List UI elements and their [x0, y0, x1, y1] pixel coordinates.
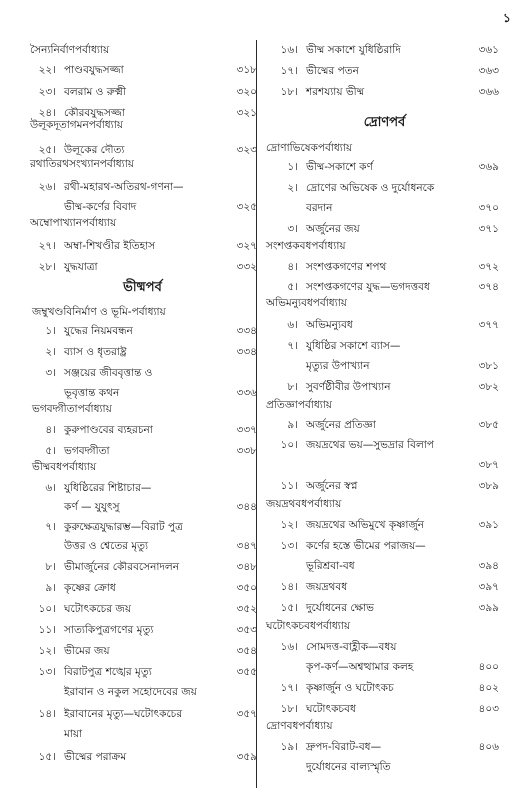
entry-page-number: ৩১৮ — [236, 64, 257, 76]
entry-page-number: ৩৬৬ — [478, 86, 499, 98]
entry-page-number: ৩৩৬ — [236, 387, 257, 399]
entry-number: ৫। — [45, 445, 56, 457]
entry-title: অর্জুনের স্বপ্ন — [306, 480, 358, 492]
entry-page-number: ৩৮৫ — [478, 419, 499, 431]
entry-title: ভীষ্মের পতন — [306, 65, 359, 77]
section-heading: দ্রোণাভিষেকপর্বাধ্যায় — [266, 142, 353, 154]
entry-title: পাণ্ডবযুদ্ধসজ্জা — [64, 64, 124, 76]
entry-title: ব্যাস ও ধৃতরাষ্ট্র — [64, 346, 127, 358]
entry-title: অর্জুনের জয় — [306, 223, 360, 235]
section-heading: অম্বোপাখ্যানপর্বাধ্যায় — [30, 217, 117, 229]
section-heading: দ্রোণবধপর্বাধ্যায় — [266, 720, 333, 732]
entry-title: কুরুপাণ্ডবের ব্যহরচনা — [64, 424, 153, 436]
entry-page-number: ৪০২ — [478, 682, 499, 694]
entry-number: ১১। — [280, 480, 298, 492]
left-column — [20, 0, 265, 800]
entry-page-number: ৩৩৪ — [236, 325, 257, 337]
entry-page-number: ৩২৫ — [236, 201, 257, 213]
entry-title: ভীষ্ম সকাশে যুধিষ্ঠিরাদি — [306, 44, 401, 56]
entry-title: অর্জুনের প্রতিজ্ঞা — [306, 419, 376, 431]
section-heading: সৈন্যনির্বাণপর্বাধ্যায় — [30, 44, 110, 56]
section-heading: রথাতিরথসংখ্যানপর্বাধ্যায় — [30, 158, 134, 170]
entry-number: ২৬। — [38, 181, 56, 193]
entry-page-number: ৪০০ — [478, 661, 499, 673]
entry-number: ১৩। — [280, 540, 298, 552]
entry-page-number: ৩৬৩ — [478, 65, 499, 77]
entry-number: ১। — [287, 161, 298, 173]
entry-title: ঘটোৎকচবধ — [306, 703, 356, 715]
entry-number: ৩। — [287, 223, 298, 235]
entry-title: সোমদত্ত-বাহ্লীক—বধয় — [306, 641, 397, 653]
entry-number: ১৫। — [280, 602, 298, 614]
entry-page-number: ৩৫৩ — [236, 624, 257, 636]
entry-title: দুর্যোধনের বাল্যস্মৃতি — [306, 761, 391, 773]
entry-title: কৃষ্ণের ক্রোধ — [64, 582, 116, 594]
entry-page-number: ৩২১ — [236, 107, 257, 119]
entry-page-number: ৩৮২ — [478, 381, 499, 393]
entry-title: সঞ্জয়ের জীববৃত্তান্ত ও — [64, 367, 153, 379]
entry-page-number: ৩৩৪ — [236, 346, 257, 358]
entry-title: সাত্যকিপুত্রগণের মৃত্যু — [64, 624, 154, 636]
entry-number: ১০। — [280, 439, 298, 451]
entry-title: যুদ্ধযাত্রা — [64, 261, 98, 273]
entry-title: মায়া — [64, 728, 83, 740]
entry-number: ২। — [287, 182, 298, 194]
entry-number: ১০। — [38, 603, 56, 615]
entry-number: ২২। — [38, 64, 56, 76]
entry-number: ৬। — [287, 319, 298, 331]
entry-number: ১৮। — [280, 703, 298, 715]
entry-number: ৬। — [45, 482, 56, 494]
entry-title: জয়দ্রথবধ — [306, 581, 348, 593]
entry-number: ৭। — [287, 340, 298, 352]
entry-page-number: ৩৪৮ — [236, 561, 257, 573]
entry-title: ঘটোৎকচের জয় — [64, 603, 132, 615]
entry-page-number: ৩৯১ — [478, 519, 499, 531]
entry-title: বরদান — [306, 202, 333, 214]
entry-number: ৪। — [45, 424, 56, 436]
parva-heading: দ্রোণপর্ব — [363, 115, 406, 130]
entry-number: ২৫। — [38, 144, 56, 156]
entry-page-number: ৩২০ — [236, 86, 257, 98]
section-heading: জম্বুখণ্ডবিনির্মাণ ও ভূমি-পর্বাধ্যায় — [32, 306, 166, 318]
entry-title: দ্রোণের অভিষেক ও দুর্যোধনকে — [306, 182, 435, 194]
entry-page-number: ৩৮৯ — [478, 480, 499, 492]
entry-page-number: ৪০৬ — [478, 741, 499, 753]
entry-page-number: ৩৭০ — [478, 202, 499, 214]
entry-number: ১৬। — [280, 641, 298, 653]
entry-title: মৃত্যুর উপাখ্যান — [306, 360, 370, 372]
entry-number: ৪। — [287, 261, 298, 273]
entry-title: কৃষ্ণার্জুন ও ঘটোৎকচ — [306, 682, 394, 694]
entry-title: ভীষ্মের পরাক্রম — [64, 751, 127, 763]
right-column — [262, 0, 507, 800]
entry-number: ৯। — [287, 419, 298, 431]
entry-title: কর্ণ — যুযুৎসু — [64, 501, 120, 513]
section-heading: জয়দ্রথবধপর্বাধ্যায় — [266, 498, 342, 510]
entry-page-number: ৩৪৭ — [236, 540, 257, 552]
entry-page-number: ৩৩৮ — [236, 445, 257, 457]
entry-title: দুর্যোধনের ক্ষোভ — [306, 602, 374, 614]
entry-number: ৯। — [45, 582, 56, 594]
entry-page-number: ৩৫২ — [236, 603, 257, 615]
entry-title: সংশপ্তকগণের শপথ — [306, 261, 387, 273]
entry-title: কৌরবযুদ্ধসজ্জা — [64, 107, 125, 119]
entry-title: ভীমের জয় — [64, 645, 110, 657]
page-mark: ১ — [503, 11, 511, 25]
entry-title: অম্বা-শিখণ্ডীর ইতিহাস — [64, 240, 156, 252]
entry-number: ২৪। — [38, 107, 56, 119]
entry-title: অভিমন্যুবধ — [306, 319, 353, 331]
entry-title: ইরাবান ও নকুল সহোদেবের জয় — [64, 686, 197, 698]
parva-heading: ভীষ্মপর্ব — [123, 280, 162, 295]
entry-number: ১৯। — [280, 741, 298, 753]
entry-number: ১১। — [38, 624, 56, 636]
entry-title: ভগবদ্গীতা — [64, 445, 110, 457]
entry-title: কর্ণের হস্তে ভীমের পরাজয়— — [306, 540, 426, 552]
entry-page-number: ৩৮১ — [478, 360, 499, 372]
entry-page-number: ৩৩৭ — [236, 424, 257, 436]
entry-title: সুবর্ণষ্ঠীবীর উপাখ্যান — [306, 381, 391, 393]
entry-title: ভীমার্জুনের কৌরবসেনাদলন — [64, 561, 180, 573]
entry-title: উত্তর ও শ্বেতের মৃত্যু — [64, 540, 149, 552]
entry-page-number: ৩৫৪ — [236, 645, 257, 657]
entry-title: যুধিষ্ঠিরের শিষ্টাচার— — [64, 482, 152, 494]
entry-number: ২৩। — [38, 86, 56, 98]
entry-page-number: ৩৪৪ — [236, 501, 257, 513]
entry-title: কুরুক্ষেত্রযুদ্ধারম্ভ—বিরাট পুত্র — [64, 521, 183, 533]
entry-page-number: ৪০৩ — [478, 703, 499, 715]
entry-title: উলূকের দৌত্য — [64, 144, 125, 156]
entry-page-number: ৩৬১ — [478, 44, 499, 56]
entry-number: ৩। — [45, 367, 56, 379]
section-heading: অভিমন্যুবধপর্বাধ্যায় — [266, 297, 347, 309]
section-heading: ঘটোৎকচবধপর্বাধ্যায় — [266, 620, 350, 632]
section-heading: সংশপ্তকবধপর্বাধ্যায় — [266, 240, 346, 252]
entry-page-number: ৩৬৯ — [478, 161, 499, 173]
entry-number: ১৬। — [280, 44, 298, 56]
entry-page-number: ৩২৭ — [236, 240, 257, 252]
entry-number: ১৮। — [280, 86, 298, 98]
section-heading: প্রতিজ্ঞাপর্বাধ্যায় — [266, 399, 332, 411]
entry-title: রথী-মহারথ-অতিরথ-গণনা— — [64, 181, 184, 193]
entry-title: বিরাটপুত্র শঙ্খের মৃত্যু — [64, 666, 152, 678]
entry-page-number: ৩৩২ — [236, 261, 257, 273]
entry-number: ১২। — [38, 645, 56, 657]
entry-page-number: ৩৭৭ — [478, 319, 499, 331]
entry-page-number: ৩৯৪ — [478, 560, 499, 572]
entry-number: ৭। — [45, 521, 56, 533]
entry-title: ভীষ্ম-সকাশে কর্ণ — [306, 161, 373, 173]
entry-title: ভূবৃত্তান্ত কথন — [64, 387, 120, 399]
entry-number: ২। — [45, 346, 56, 358]
entry-number: ৮। — [45, 561, 56, 573]
section-heading: ভীষ্মবধপর্বাধ্যায় — [32, 461, 97, 473]
entry-number: ১। — [45, 325, 56, 337]
entry-number: ১৭। — [280, 65, 298, 77]
entry-title: কৃপ-কর্ণ—অশ্বত্থামার কলহ — [306, 661, 414, 673]
entry-number: ১৭। — [280, 682, 298, 694]
entry-title: ভীষ্ম-কর্ণের বিবাদ — [64, 201, 137, 213]
entry-title: জয়দ্রথের ভয়—সুভদ্রার বিলাপ — [306, 439, 434, 451]
entry-title: বলরাম ও রুক্মী — [64, 86, 127, 98]
entry-page-number: ৩৮৭ — [478, 459, 499, 471]
entry-number: ১৪। — [38, 708, 56, 720]
entry-page-number: ৩৫৯ — [236, 751, 257, 763]
entry-title: ইরাবানের মৃত্যু—ঘটোৎকচের — [64, 708, 183, 720]
entry-title: শরশয্যায় ভীষ্ম — [306, 86, 365, 98]
entry-page-number: ৩৭৪ — [478, 281, 499, 293]
entry-title: ভূরিশ্রবা-বধ — [306, 560, 355, 572]
entry-number: ৫। — [287, 281, 298, 293]
entry-number: ৮। — [287, 381, 298, 393]
entry-title: দ্রুপদ-বিরাট-বধ— — [306, 741, 382, 753]
entry-number: ২৮। — [38, 261, 56, 273]
entry-page-number: ৩৯৭ — [478, 581, 499, 593]
column-divider — [256, 40, 257, 788]
entry-title: যুদ্ধের নিয়মবন্ধন — [64, 325, 133, 337]
entry-number: ১৪। — [280, 581, 298, 593]
section-heading: ভগবদ্গীতাপর্বাধ্যায় — [32, 403, 112, 415]
entry-number: ১২। — [280, 519, 298, 531]
entry-page-number: ৩৭১ — [478, 223, 499, 235]
entry-number: ১৩। — [38, 666, 56, 678]
entry-number: ১৫। — [38, 751, 56, 763]
entry-page-number: ৩২৩ — [236, 144, 257, 156]
section-heading: উলূকদূতাগমনপর্বাধ্যায় — [30, 119, 123, 131]
entry-page-number: ৩৫৭ — [236, 708, 257, 720]
entry-page-number: ৩৯৯ — [478, 602, 499, 614]
entry-number: ২৭। — [38, 240, 56, 252]
entry-title: যুধিষ্ঠির সকাশে ব্যাস— — [306, 340, 401, 352]
entry-page-number: ৩৫৫ — [236, 666, 257, 678]
entry-page-number: ৩৫০ — [236, 582, 257, 594]
entry-title: সংশপ্তকগণের যুদ্ধ—ভগদত্তবধ — [306, 281, 430, 293]
entry-page-number: ৩৭২ — [478, 261, 499, 273]
entry-title: জয়দ্রথের অভিমুখে কৃষ্ণার্জুন — [306, 519, 425, 531]
